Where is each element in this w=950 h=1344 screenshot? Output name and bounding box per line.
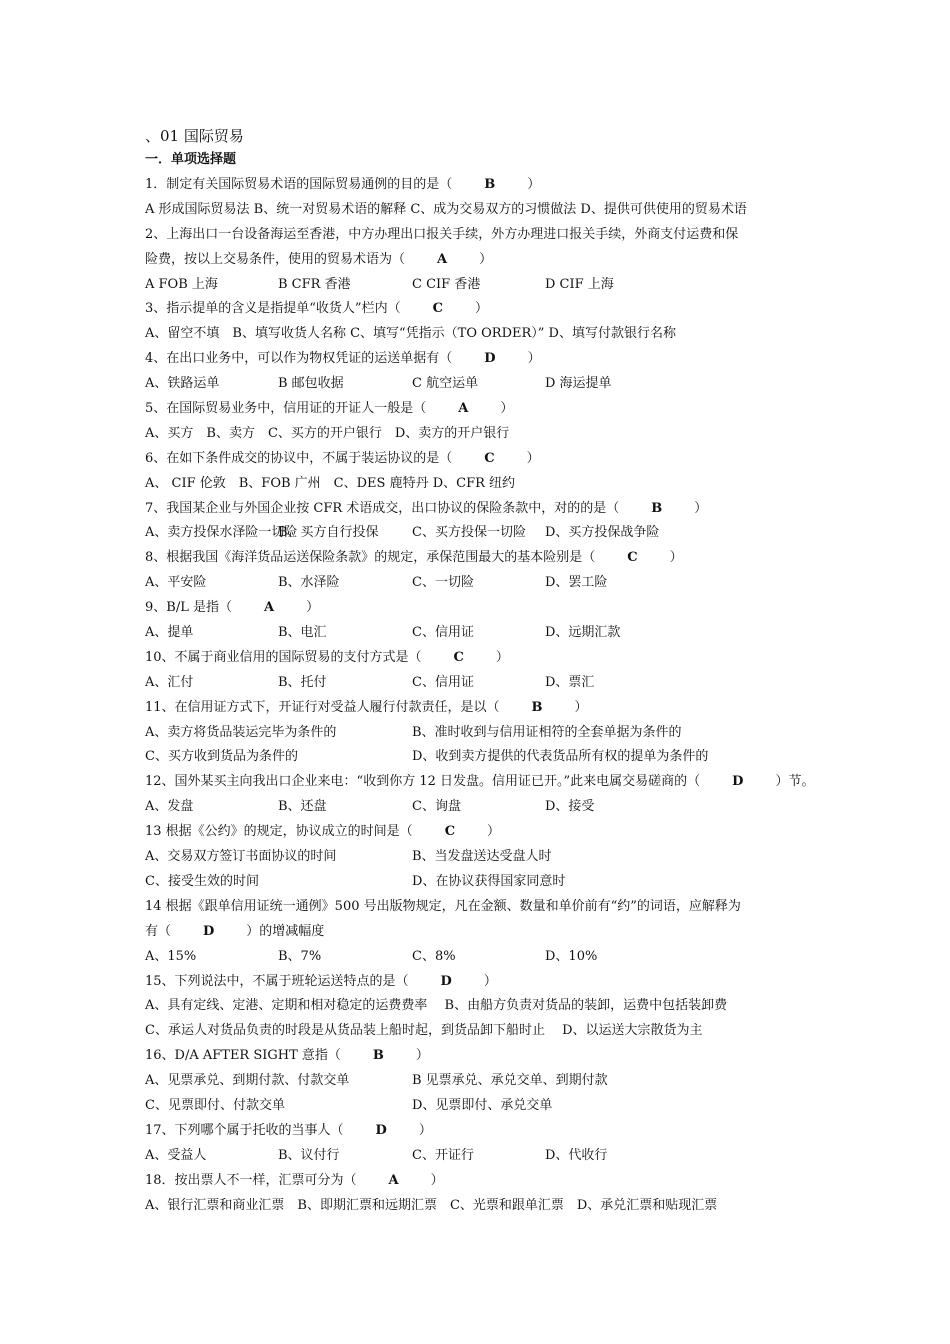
- options-row: [145, 794, 835, 819]
- answer-letter: D: [732, 774, 744, 790]
- answer-letter: A: [458, 401, 469, 417]
- answer-letter: A: [437, 251, 448, 267]
- option-text: D、买方投保战争险: [545, 525, 660, 541]
- option-text: D、见票即付、承兑交单: [412, 1097, 553, 1113]
- option-text: B、买方自行投保: [278, 525, 379, 541]
- options-row: [145, 1068, 835, 1093]
- option-text: A、见票承兑、到期付款、付款交单: [145, 1073, 350, 1089]
- question-text: 9、B/L 是指（ A ）: [145, 600, 320, 616]
- option-text: B、当发盘送达受盘人时: [412, 849, 552, 865]
- answer-letter: C: [444, 824, 456, 840]
- option-text: A、汇付: [145, 674, 194, 690]
- option-text: B、托付: [278, 674, 327, 690]
- option-text: A、交易双方签订书面协议的时间: [145, 849, 337, 865]
- question-text: 17、下列哪个属于托收的当事人（ D ）: [145, 1122, 432, 1138]
- option-text: C、接受生效的时间: [145, 873, 259, 889]
- section-title: 一．单项选择题: [145, 152, 237, 167]
- option-text: B、议付行: [278, 1147, 340, 1163]
- options-line: A 形成国际贸易法 B、统一对贸易术语的解释 C、成为交易双方的习惯做法 D、提供可供使用的贸易术语: [145, 201, 747, 217]
- question-text: 13 根据《公约》的规定，协议成立的时间是（ C ）: [145, 824, 501, 840]
- options-row: [145, 944, 835, 969]
- option-text: B、还盘: [278, 799, 327, 815]
- options-row: [145, 844, 835, 869]
- option-text: C 航空运单: [412, 376, 479, 392]
- option-text: D、远期汇款: [545, 625, 621, 641]
- answer-letter: A: [388, 1172, 399, 1188]
- option-text: C、8%: [412, 948, 456, 964]
- question-text: 6、在如下条件成交的协议中，不属于装运协议的是（ C ）: [145, 450, 540, 466]
- option-text: C、见票即付、付款交单: [145, 1097, 285, 1113]
- options-line: A、留空不填 B、填写收货人名称 C、填写“凭指示（TO ORDER）” D、填写付款银行名称: [145, 326, 676, 342]
- option-text: B CFR 香港: [278, 276, 351, 292]
- options-row: [145, 520, 835, 545]
- question-text: 16、D/A AFTER SIGHT 意指（ B ）: [145, 1048, 429, 1064]
- options-line: A、具有定线、定港、定期和相对稳定的运费费率 B、由船方负责对货品的装卸，运费中包括装卸费: [145, 998, 728, 1014]
- question-text: 11、在信用证方式下，开证行对受益人履行付款责任，是以（ B ）: [145, 699, 588, 715]
- option-text: D、罢工险: [545, 575, 608, 591]
- option-text: B、水泽险: [278, 575, 340, 591]
- question-text: 1．制定有关国际贸易术语的国际贸易通例的目的是（ B ）: [145, 177, 541, 192]
- answer-letter: B: [651, 500, 663, 516]
- option-text: C、信用证: [412, 674, 474, 690]
- options-row: [145, 744, 835, 769]
- option-text: A、受益人: [145, 1147, 207, 1163]
- options-row: [145, 1093, 835, 1118]
- option-text: B 邮包收据: [278, 376, 344, 392]
- question-text: 险费，按以上交易条件，使用的贸易术语为（ A ）: [145, 251, 493, 267]
- option-text: A、卖方投保水泽险一切险: [145, 525, 298, 541]
- option-text: D、接受: [545, 799, 595, 815]
- answer-letter: B: [484, 177, 496, 192]
- options-row: [145, 1143, 835, 1168]
- answer-letter: C: [453, 649, 464, 665]
- document-title: 、01 国际贸易: [145, 127, 244, 145]
- question-text: 18．按出票人不一样，汇票可分为（ A ）: [145, 1172, 444, 1188]
- option-text: D、收到卖方提供的代表货品所有权的提单为条件的: [412, 749, 709, 765]
- question-text: 7、我国某企业与外国企业按 CFR 术语成交，出口协议的保险条款中，对的的是（ B ）: [145, 500, 708, 516]
- options-row: [145, 670, 835, 695]
- option-text: A、提单: [145, 625, 194, 641]
- options-line: A、买方 B、卖方 C、买方的开户银行 D、卖方的开户银行: [145, 425, 510, 441]
- answer-letter: B: [372, 1048, 384, 1064]
- question-text: 4、在出口业务中，可以作为物权凭证的运送单据有（ D ）: [145, 351, 541, 367]
- option-text: C CIF 香港: [412, 276, 481, 292]
- option-text: C、一切险: [412, 575, 474, 591]
- option-text: D、在协议获得国家同意时: [412, 873, 566, 889]
- option-text: B、7%: [278, 948, 322, 964]
- option-text: D、10%: [545, 948, 598, 964]
- options-row: [145, 570, 835, 595]
- question-text: 8、根据我国《海洋货品运送保险条款》的规定，承保范围最大的基本险别是（ C ）: [145, 550, 683, 566]
- option-text: B、电汇: [278, 625, 327, 641]
- options-line: C、承运人对货品负责的时段是从货品装上船时起，到货品卸下船时止 D、以运送大宗散货为主: [145, 1023, 703, 1039]
- option-text: D、票汇: [545, 674, 595, 690]
- question-text: 10、不属于商业信用的国际贸易的支付方式是（ C ）: [145, 649, 509, 665]
- answer-letter: A: [263, 600, 275, 616]
- question-text: 5、在国际贸易业务中，信用证的开证人一般是（ A ）: [145, 401, 514, 417]
- option-text: C、买方投保一切险: [412, 525, 526, 541]
- question-text: 14 根据《跟单信用证统一通例》500 号出版物规定，凡在金额、数量和单价前有“约”的词语，应解释为: [145, 898, 741, 914]
- option-text: C、买方收到货品为条件的: [145, 749, 298, 765]
- options-row: [145, 620, 835, 645]
- answer-letter: D: [440, 973, 452, 989]
- answer-letter: D: [203, 923, 215, 939]
- option-text: A、铁路运单: [145, 376, 220, 392]
- options-row: [145, 272, 835, 297]
- question-text: 15、下列说法中，不属于班轮运送特点的是（ D ）: [145, 973, 497, 989]
- option-text: A FOB 上海: [145, 276, 218, 292]
- option-text: A、卖方将货品装运完毕为条件的: [145, 724, 337, 740]
- answer-letter: C: [484, 450, 495, 466]
- option-text: D、代收行: [545, 1147, 608, 1163]
- document-page: [145, 124, 835, 1217]
- answer-letter: C: [432, 301, 443, 317]
- option-text: C、开证行: [412, 1147, 474, 1163]
- options-line: A、 CIF 伦敦 B、FOB 广州 C、DES 鹿特丹 D、CFR 纽约: [145, 475, 516, 491]
- option-text: C、信用证: [412, 625, 474, 641]
- answer-letter: D: [375, 1122, 387, 1138]
- options-row: [145, 371, 835, 396]
- question-text: 3、指示提单的含义是指提单“收货人”栏内（ C ）: [145, 301, 488, 317]
- options-line: A、银行汇票和商业汇票 B、即期汇票和远期汇票 C、光票和跟单汇票 D、承兑汇票和贴现汇票: [145, 1197, 718, 1213]
- question-text: 2、上海出口一台设备海运至香港，中方办理出口报关手续，外方办理进口报关手续，外商支付运费和保: [145, 226, 739, 242]
- option-text: A、发盘: [145, 799, 194, 815]
- option-text: C、询盘: [412, 799, 461, 815]
- question-text: 12、国外某买主向我出口企业来电：“收到你方 12 日发盘。信用证已开。”此来电属交易磋商的（ D ）节。: [145, 774, 815, 790]
- option-text: B、准时收到与信用证相符的全套单据为条件的: [412, 724, 682, 740]
- answer-letter: D: [484, 351, 496, 367]
- question-text: 有（ D ）的增减幅度: [145, 923, 325, 939]
- question-list: [145, 172, 835, 1217]
- options-row: [145, 720, 835, 745]
- option-text: D 海运提单: [545, 376, 612, 392]
- answer-letter: B: [531, 699, 543, 715]
- option-text: A、15%: [145, 948, 197, 964]
- option-text: B 见票承兑、承兑交单、到期付款: [412, 1073, 608, 1089]
- option-text: A、平安险: [145, 575, 207, 591]
- option-text: D CIF 上海: [545, 276, 614, 292]
- options-row: [145, 869, 835, 894]
- answer-letter: C: [627, 550, 638, 566]
